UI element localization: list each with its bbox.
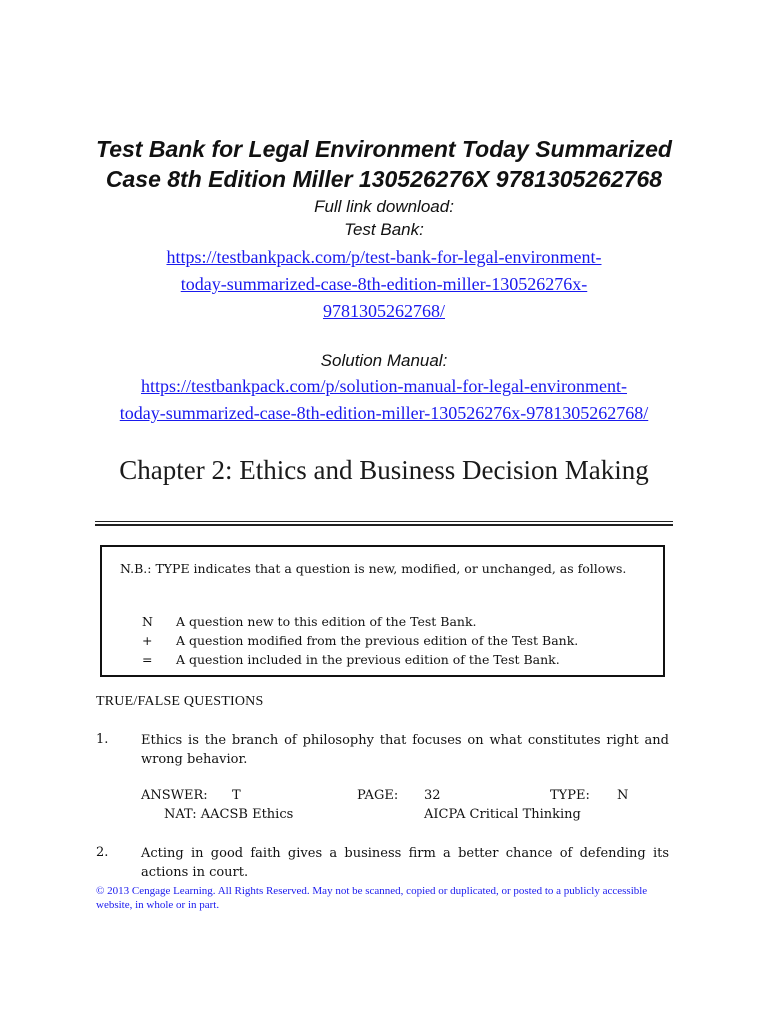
section-heading: TRUE/FALSE QUESTIONS xyxy=(96,694,264,709)
type-description: A question included in the previous edition of the Test Bank. xyxy=(176,652,560,667)
chapter-title: Chapter 2: Ethics and Business Decision Making xyxy=(119,455,649,485)
type-symbol: = xyxy=(142,652,153,667)
solution-manual-link-block xyxy=(40,373,728,427)
solution-link-line-2[interactable]: today-summarized-case-8th-edition-miller-130526276x-9781305262768/ xyxy=(119,403,649,423)
type-value: N xyxy=(617,788,629,803)
question-number: 1. xyxy=(96,732,109,747)
question-text: Acting in good faith gives a business firm a better chance of defending its actions in court. xyxy=(141,846,669,880)
test-bank-link-block xyxy=(40,244,728,325)
type-label: TYPE: xyxy=(550,788,590,803)
aicpa-standard: AICPA Critical Thinking xyxy=(424,807,581,822)
answer-label: ANSWER: xyxy=(141,788,208,803)
question-text: Ethics is the branch of philosophy that focuses on what constitutes right and wrong behavior. xyxy=(141,733,669,767)
type-description: A question modified from the previous edition of the Test Bank. xyxy=(176,633,579,648)
type-symbol: + xyxy=(142,633,153,648)
page-value: 32 xyxy=(424,788,441,803)
test-bank-link-line-1[interactable]: https://testbankpack.com/p/test-bank-for-legal-environment- xyxy=(166,247,602,267)
solution-link-line-1[interactable]: https://testbankpack.com/p/solution-manual-for-legal-environment- xyxy=(140,376,627,396)
type-description: A question new to this edition of the Test Bank. xyxy=(176,614,477,629)
type-legend-box xyxy=(100,545,665,677)
type-symbol: N xyxy=(142,614,153,629)
title-line-1: Test Bank for Legal Environment Today Summarized xyxy=(96,136,672,162)
type-legend-intro: N.B.: TYPE indicates that a question is new, modified, or unchanged, as follows. xyxy=(120,561,627,576)
page-label: PAGE: xyxy=(357,788,399,803)
test-bank-label: Test Bank: xyxy=(344,220,424,239)
answer-value: T xyxy=(232,788,241,803)
title-line-2: Case 8th Edition Miller 130526276X 9781305262768 xyxy=(105,166,663,192)
nat-standard: NAT: AACSB Ethics xyxy=(164,807,294,822)
solution-manual-label: Solution Manual: xyxy=(320,351,448,370)
copyright-footer: © 2013 Cengage Learning. All Rights Reserved. May not be scanned, copied or duplicated, or posted to a publicly accessible website, in whole or in part. xyxy=(96,885,648,911)
chapter-divider xyxy=(95,521,673,526)
full-link-label: Full link download: xyxy=(314,197,454,216)
document-title xyxy=(60,134,708,194)
question-number: 2. xyxy=(96,845,109,860)
test-bank-link-line-3[interactable]: 9781305262768/ xyxy=(322,301,445,321)
test-bank-link-line-2[interactable]: today-summarized-case-8th-edition-miller-130526276x- xyxy=(180,274,588,294)
